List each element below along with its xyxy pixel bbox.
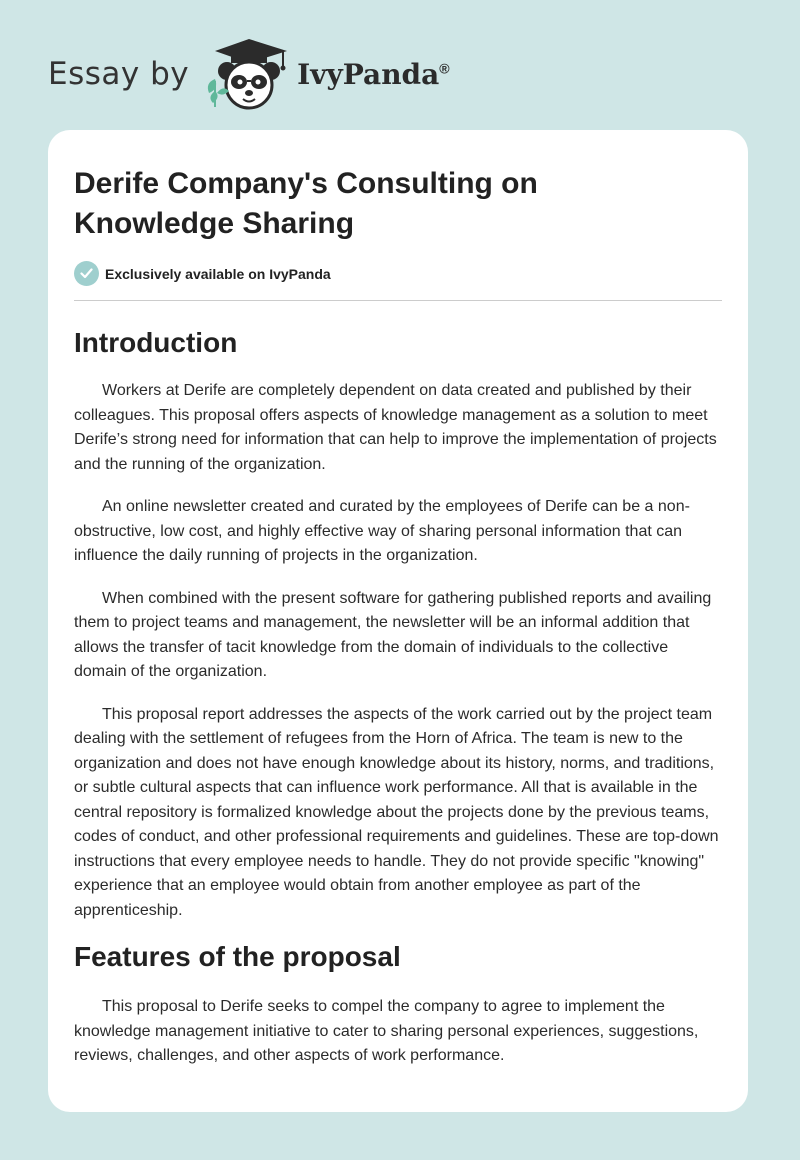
site-header [48, 34, 450, 114]
section-heading: Features of the proposal [74, 941, 401, 972]
divider [74, 300, 722, 301]
essay-card [48, 130, 748, 1112]
section-features [74, 939, 722, 1069]
checkmark-icon [74, 261, 99, 286]
exclusive-note [74, 261, 722, 286]
section-introduction [74, 325, 722, 923]
paragraph: An online newsletter created and curated by the employees of Derife can be a non-obstructive, low cost, and highly effective way of sharing personal information that can influence the daily running of projects in the organization. [74, 498, 690, 564]
registered-mark: ® [439, 60, 450, 77]
paragraph: This proposal report addresses the aspects of the work carried out by the project team dealing with the settlement of refugees from the Horn of Africa. The team is new to the organization and does not have enough knowledge about its history, norms, and traditions, or subtle cultural aspects that can influence work performance. All that is available in the central repository is formalized knowledge about the projects done by the previous teams, codes of conduct, and other professional requirements and guidelines. These are top-down instructions that every employee needs to handle. They do not provide specific "knowing" experience that an employee would obtain from another employee as part of the apprenticeship. [74, 705, 719, 919]
exclusive-label: Exclusively available on IvyPanda [105, 265, 331, 282]
brand-name[interactable]: IvyPanda® [297, 57, 450, 91]
brand-prefix: Essay by [48, 56, 190, 92]
paragraph: Workers at Derife are completely dependent on data created and published by their colleagues. This proposal offers aspects of knowledge management as a solution to meet Derife’s strong need for information that can help to improve the implementation of projects and the running of the organization. [74, 382, 717, 473]
page-title: Derife Company's Consulting on Knowledge Sharing [74, 167, 538, 240]
section-heading: Introduction [74, 327, 238, 358]
panda-graduate-icon[interactable] [203, 37, 293, 111]
paragraph: When combined with the present software for gathering published reports and availing them to project teams and management, the newsletter will be an informal addition that allows the transfer of tacit knowledge from the domain of individuals to the collective domain of the organization. [74, 589, 712, 680]
paragraph: This proposal to Derife seeks to compel the company to agree to implement the knowledge management initiative to cater to sharing personal experiences, suggestions, reviews, challenges, and other aspects of work performance. [74, 998, 699, 1064]
